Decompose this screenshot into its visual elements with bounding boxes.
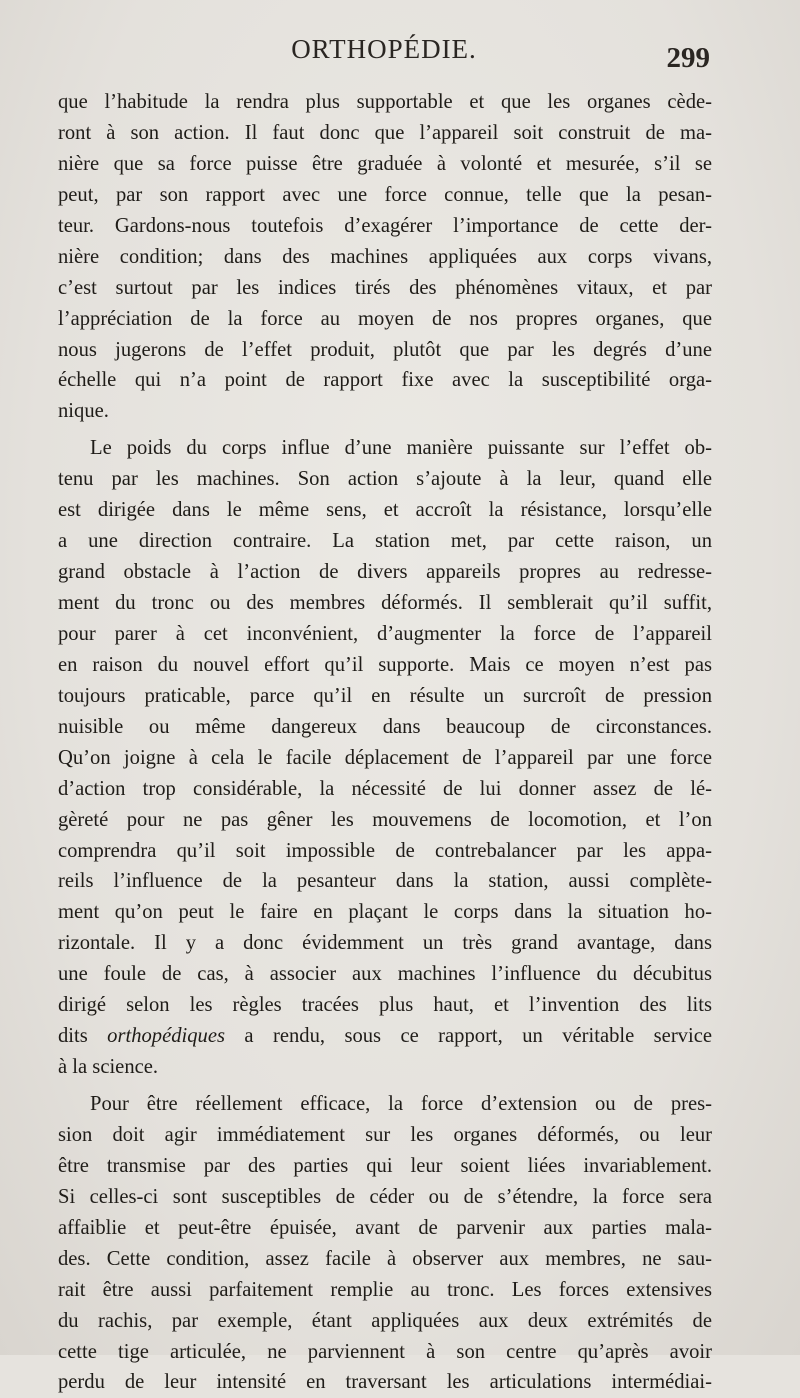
paragraph-1 (58, 87, 712, 427)
text-line: affaiblie et peut-être épuisée, avant de parvenir aux parties mala- (58, 1216, 712, 1239)
text-line: Si celles-ci sont susceptibles de céder ou de s’étendre, la force sera (58, 1185, 712, 1208)
text-line: du rachis, par exemple, étant appliquées aux deux extrémités de (58, 1309, 712, 1332)
text-line: rizontale. Il y a donc évidemment un très grand avantage, dans (58, 932, 712, 955)
running-head (58, 28, 710, 74)
body-text (58, 87, 712, 1398)
italic-term: orthopédiques (107, 1025, 226, 1048)
text-line: est dirigée dans le même sens, et accroît la résistance, lorsqu’elle (58, 499, 712, 522)
text-line: des. Cette condition, assez facile à observer aux membres, ne sau- (58, 1247, 712, 1270)
text-line: être transmise par des parties qui leur soient liées invariablement. (58, 1154, 712, 1177)
paragraph-3 (58, 1089, 712, 1398)
text-line: nique. (58, 400, 109, 423)
text-line: grand obstacle à l’action de divers appareils propres au redresse- (58, 561, 712, 584)
text-line: échelle qui n’a point de rapport fixe avec la susceptibilité orga- (58, 369, 712, 392)
text-line: reils l’influence de la pesanteur dans la station, aussi complète- (58, 870, 712, 893)
text-line: tenu par les machines. Son action s’ajoute à la leur, quand elle (58, 468, 712, 491)
text-line: nière condition; dans des machines appliquées aux corps vivans, (58, 245, 712, 268)
text-line: à la science. (58, 1056, 159, 1079)
text-line: nuisible ou même dangereux dans beaucoup de circonstances. (58, 715, 712, 738)
text-line: comprendra qu’il soit impossible de contrebalancer par les appa- (58, 839, 712, 862)
text-line: en raison du nouvel effort qu’il supporte. Mais ce moyen n’est pas (58, 653, 712, 676)
text-line: nous jugerons de l’effet produit, plutôt que par les degrés d’une (58, 338, 712, 361)
running-head-title: ORTHOPÉDIE. (291, 34, 477, 64)
text-line: d’action trop considérable, la nécessité de lui donner assez de lé- (58, 777, 712, 800)
text-line: pour parer à cet inconvénient, d’augmenter la force de l’appareil (58, 622, 712, 645)
text-line: teur. Gardons-nous toutefois d’exagérer l’importance de cette der- (58, 214, 712, 237)
text-line: ront à son action. Il faut donc que l’appareil soit construit de ma- (58, 121, 712, 144)
text-line: ment du tronc ou des membres déformés. Il semblerait qu’il suffit, (58, 592, 712, 614)
text-line: l’appréciation de la force au moyen de nos propres organes, que (58, 307, 712, 330)
text-line: Le poids du corps influe d’une manière puissante sur l’effet ob- (90, 437, 712, 460)
text-line: dirigé selon les règles tracées plus haut, et l’invention des lits (58, 994, 712, 1017)
text-line: rait être aussi parfaitement remplie au tronc. Les forces extensives (58, 1278, 712, 1301)
text-line: a une direction contraire. La station met, par cette raison, un (58, 530, 712, 553)
text-line: Qu’on joigne à cela le facile déplacement de l’appareil par une force (58, 746, 712, 769)
text-line: perdu de leur intensité en traversant les articulations intermédiai- (58, 1371, 712, 1394)
text-line: sion doit agir immédiatement sur les organes déformés, ou leur (58, 1123, 712, 1146)
text-line: gèreté pour ne pas gêner les mouvemens de locomotion, et l’on (58, 808, 712, 831)
text-line: que l’habitude la rendra plus supportable et que les organes cède- (58, 91, 712, 113)
text-line: nière que sa force puisse être graduée à volonté et mesurée, s’il se (58, 152, 712, 175)
text-line: cette tige articulée, ne parviennent à son centre qu’après avoir (58, 1340, 712, 1363)
page-number: 299 (666, 42, 710, 74)
text-line: ment qu’on peut le faire en plaçant le corps dans la situation ho- (58, 901, 712, 924)
text-line-italic: dits orthopédiques a rendu, sous ce rapport, un véritable service (58, 1025, 712, 1048)
text-line: une foule de cas, à associer aux machines l’influence du décubitus (58, 963, 712, 986)
text-line: peut, par son rapport avec une force connue, telle que la pesan- (58, 183, 712, 206)
paragraph-2 (58, 433, 712, 1083)
text-line: toujours praticable, parce qu’il en résulte un surcroît de pression (58, 684, 712, 707)
text-line: c’est surtout par les indices tirés des phénomènes vitaux, et par (58, 276, 712, 299)
text-line: Pour être réellement efficace, la force d’extension ou de pres- (90, 1093, 712, 1115)
